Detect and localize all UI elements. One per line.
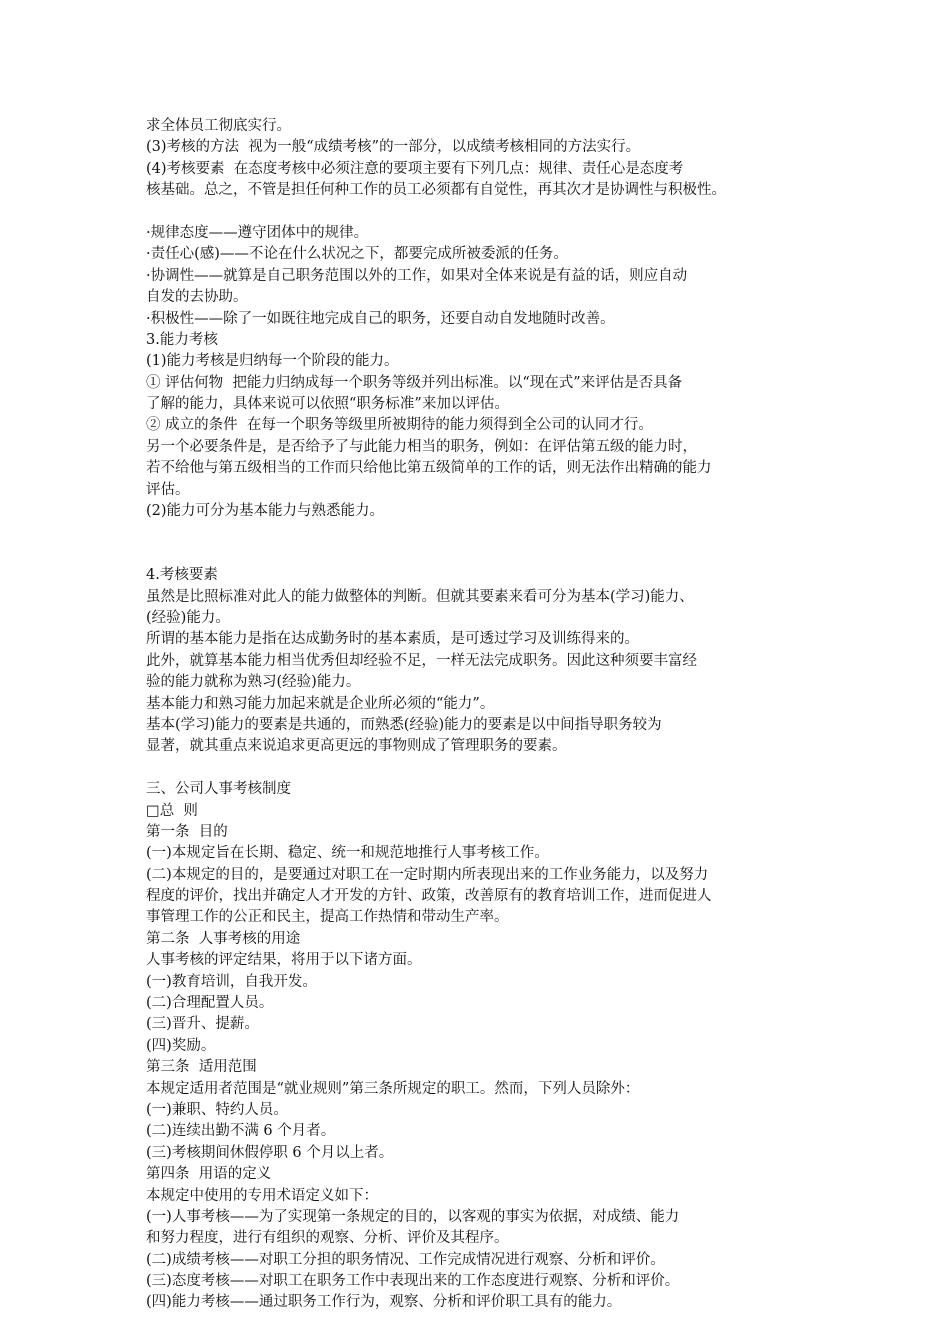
text-line: 人事考核的评定结果，将用于以下诸方面。 — [146, 952, 422, 969]
text-line: 评估。 — [146, 481, 190, 498]
text-line: 显著，就其重点来说追求更高更远的事物则成了管理职务的要素。 — [146, 738, 567, 755]
section-heading: 4.考核要素 — [146, 567, 218, 584]
text-line: 验的能力就称为熟习(经验)能力。 — [146, 674, 361, 691]
text-line: □总 则 — [146, 802, 198, 819]
text-line: 虽然是比照标准对此人的能力做整体的判断。但就其要素来看可分为基本(学习)能力、 — [146, 588, 694, 605]
document-body — [146, 116, 866, 1314]
text-line: 核基础。总之，不管是担任何种工作的员工必须都有自觉性，再其次才是协调性与积极性。 — [146, 182, 726, 199]
text-line: 此外，就算基本能力相当优秀但却经验不足，一样无法完成职务。因此这种须要丰富经 — [146, 652, 697, 669]
text-line: (4)考核要素 在态度考核中必须注意的要项主要有下列几点：规律、责任心是态度考 — [146, 160, 684, 177]
text-line: (三)考核期间休假停职 6 个月以上者。 — [146, 1144, 394, 1161]
article-heading: 第二条 人事考核的用途 — [146, 930, 301, 947]
text-line: (二)合理配置人员。 — [146, 995, 274, 1012]
text-line: ·积极性——除了一如既往地完成自己的职务，还要自动自发地随时改善。 — [146, 310, 615, 327]
text-line: 程度的评价，找出并确定人才开发的方针、政策，改善原有的教育培训工作，进而促进人 — [146, 888, 712, 905]
text-line: (四)奖励。 — [146, 1037, 216, 1054]
text-line: 另一个必要条件是，是否给予了与此能力相当的职务，例如：在评估第五级的能力时， — [146, 438, 697, 455]
blank-line — [146, 758, 866, 779]
text-line: (1)能力考核是归纳每一个阶段的能力。 — [146, 353, 399, 370]
text-line: 若不给他与第五级相当的工作而只给他比第五级简单的工作的话，则无法作出精确的能力 — [146, 460, 712, 477]
text-line: 了解的能力，具体来说可以依照“职务标准”来加以评估。 — [146, 396, 509, 413]
blank-line — [146, 202, 866, 223]
blank-line — [146, 544, 866, 565]
text-line: (一)本规定旨在长期、稳定、统一和规范地推行人事考核工作。 — [146, 845, 549, 862]
blank-line — [146, 522, 866, 543]
text-line: (一)人事考核——为了实现第一条规定的目的，以客观的事实为依据，对成绩、能力 — [146, 1208, 680, 1225]
section-heading: 3.能力考核 — [146, 331, 218, 348]
text-line: (二)连续出勤不满 6 个月者。 — [146, 1123, 336, 1140]
text-line: ② 成立的条件 在每一个职务等级里所被期待的能力须得到全公司的认同才行。 — [146, 417, 653, 434]
text-line: (一)兼职、特约人员。 — [146, 1101, 288, 1118]
text-line: ·责任心(感)——不论在什么状况之下，都要完成所被委派的任务。 — [146, 246, 568, 263]
text-line: 事管理工作的公正和民主，提高工作热情和带动生产率。 — [146, 909, 509, 926]
text-line: (二)本规定的目的，是要通过对职工在一定时期内所表现出来的工作业务能力，以及努力 — [146, 866, 709, 883]
section-heading: 三、公司人事考核制度 — [146, 781, 291, 798]
text-line: (一)教育培训，自我开发。 — [146, 973, 317, 990]
text-line: ·规律态度——遵守团体中的规律。 — [146, 224, 369, 241]
text-line: (三)态度考核——对职工在职务工作中表现出来的工作态度进行观察、分析和评价。 — [146, 1273, 680, 1290]
text-line: (3)考核的方法 视为一般“成绩考核”的一部分，以成绩考核相同的方法实行。 — [146, 139, 641, 156]
text-line: 基本(学习)能力的要素是共通的，而熟悉(经验)能力的要素是以中间指导职务较为 — [146, 716, 662, 733]
text-line: (2)能力可分为基本能力与熟悉能力。 — [146, 503, 385, 520]
text-line: (二)成绩考核——对职工分担的职务情况、工作完成情况进行观察、分析和评价。 — [146, 1251, 665, 1268]
text-line: (经验)能力。 — [146, 609, 230, 626]
text-line: ① 评估何物 把能力归纳成每一个职务等级并列出标准。以“现在式”来评估是否具备 — [146, 374, 683, 391]
text-line: 自发的去协助。 — [146, 289, 248, 306]
text-line: 本规定适用者范围是“就业规则”第三条所规定的职工。然而，下列人员除外： — [146, 1080, 640, 1097]
text-line: (四)能力考核——通过职务工作行为，观察、分析和评价职工具有的能力。 — [146, 1294, 622, 1311]
article-heading: 第四条 用语的定义 — [146, 1166, 272, 1183]
text-line: 基本能力和熟习能力加起来就是企业所必须的“能力”。 — [146, 695, 495, 712]
text-line: 求全体员工彻底实行。 — [146, 118, 291, 134]
text-line: 和努力程度，进行有组织的观察、分析、评价及其程序。 — [146, 1230, 509, 1247]
text-line: 本规定中使用的专用术语定义如下： — [146, 1187, 378, 1204]
article-heading: 第一条 目的 — [146, 823, 228, 840]
text-line: (三)晋升、提薪。 — [146, 1016, 259, 1033]
text-line: ·协调性——就算是自己职务范围以外的工作，如果对全体来说是有益的话，则应自动 — [146, 267, 688, 284]
text-line: 所谓的基本能力是指在达成勤务时的基本素质，是可透过学习及训练得来的。 — [146, 631, 639, 648]
article-heading: 第三条 适用范围 — [146, 1059, 257, 1076]
